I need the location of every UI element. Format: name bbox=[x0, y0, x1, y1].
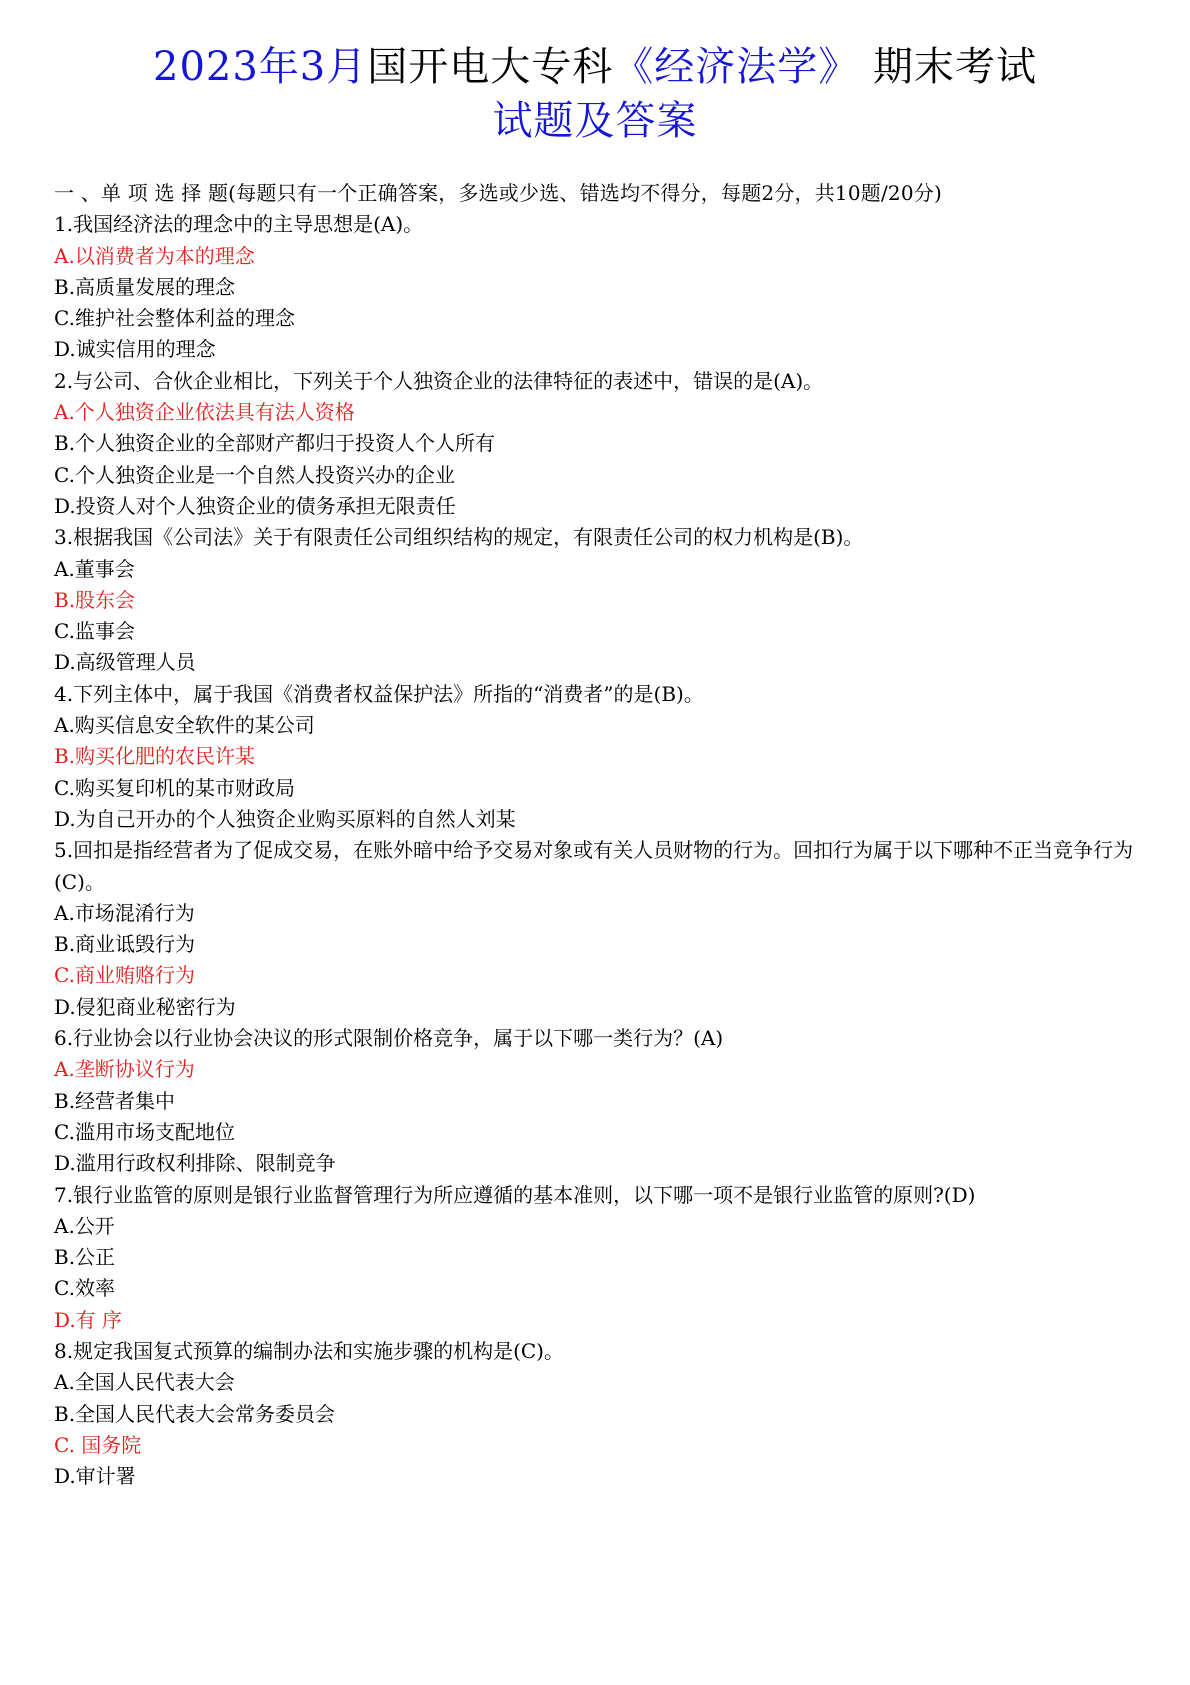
title-date: 2023年3月 bbox=[153, 44, 368, 90]
section-heading: 一 、单 项 选 择 题(每题只有一个正确答案，多选或少选、错选均不得分，每题2分，共10题/20分) bbox=[54, 181, 942, 205]
option: B.经营者集中 bbox=[54, 1088, 176, 1113]
option: B.全国人民代表大会常务委员会 bbox=[54, 1401, 336, 1426]
option-correct: A.个人独资企业依法具有法人资格 bbox=[54, 400, 355, 425]
option: A.公开 bbox=[54, 1213, 115, 1238]
option-correct: C. 国务院 bbox=[54, 1432, 142, 1457]
title-exam: 期末考试 bbox=[872, 44, 1037, 90]
question-stem: 6.行业协会以行业协会决议的形式限制价格竞争，属于以下哪一类行为？(A) bbox=[54, 1026, 724, 1051]
option: C.购买复印机的某市财政局 bbox=[54, 775, 295, 800]
document-title bbox=[0, 40, 1190, 94]
question-stem: 7.银行业监管的原则是银行业监督管理行为所应遵循的基本准则，以下哪一项不是银行业监管的原则?(D) bbox=[54, 1182, 976, 1207]
option: A.购买信息安全软件的某公司 bbox=[54, 713, 315, 738]
option: B.高质量发展的理念 bbox=[54, 274, 236, 299]
option: D.投资人对个人独资企业的债务承担无限责任 bbox=[54, 493, 456, 518]
question-stem: 4.下列主体中，属于我国《消费者权益保护法》所指的“消费者”的是(B)。 bbox=[54, 681, 704, 706]
question-stem: 5.回扣是指经营者为了促成交易，在账外暗中给予交易对象或有关人员财物的行为。回扣行为属于以下哪种不正当竞争行为(C)。 bbox=[54, 838, 1134, 894]
option-correct: B.股东会 bbox=[54, 587, 136, 612]
option: B.公正 bbox=[54, 1245, 116, 1270]
option-correct: D.有 序 bbox=[54, 1307, 123, 1332]
option: A.市场混淆行为 bbox=[54, 900, 195, 925]
title-course: 《经济法学》 bbox=[613, 44, 860, 90]
question-stem: 3.根据我国《公司法》关于有限责任公司组织结构的规定，有限责任公司的权力机构是(B)。 bbox=[54, 525, 864, 550]
option: A.董事会 bbox=[54, 556, 135, 581]
question-stem: 8.规定我国复式预算的编制办法和实施步骤的机构是(C)。 bbox=[54, 1338, 564, 1363]
option: A.全国人民代表大会 bbox=[54, 1370, 235, 1395]
option: D.侵犯商业秘密行为 bbox=[54, 994, 236, 1019]
option: B.商业诋毁行为 bbox=[54, 932, 196, 957]
option: D.滥用行政权利排除、限制竞争 bbox=[54, 1151, 336, 1176]
option-correct: C.商业贿赂行为 bbox=[54, 963, 195, 988]
exam-body bbox=[54, 178, 1144, 1492]
option: C.个人独资企业是一个自然人投资兴办的企业 bbox=[54, 462, 455, 487]
question-stem: 2.与公司、合伙企业相比，下列关于个人独资企业的法律特征的表述中，错误的是(A)。 bbox=[54, 368, 824, 393]
option: B.个人独资企业的全部财产都归于投资人个人所有 bbox=[54, 431, 496, 456]
option: D.诚实信用的理念 bbox=[54, 337, 216, 362]
option-correct: B.购买化肥的农民许某 bbox=[54, 744, 256, 769]
document-subtitle bbox=[0, 94, 1190, 148]
option: C.维护社会整体利益的理念 bbox=[54, 306, 295, 331]
option: C.滥用市场支配地位 bbox=[54, 1119, 235, 1144]
question-stem: 1.我国经济法的理念中的主导思想是(A)。 bbox=[54, 212, 424, 237]
option: D.高级管理人员 bbox=[54, 650, 196, 675]
option-correct: A.以消费者为本的理念 bbox=[54, 243, 255, 268]
option: C.效率 bbox=[54, 1276, 115, 1301]
option: D.审计署 bbox=[54, 1464, 136, 1489]
subtitle-text: 试题及答案 bbox=[492, 98, 698, 144]
option: D.为自己开办的个人独资企业购买原料的自然人刘某 bbox=[54, 806, 516, 831]
title-institution: 国开电大专科 bbox=[367, 44, 614, 90]
option: C.监事会 bbox=[54, 619, 135, 644]
option-correct: A.垄断协议行为 bbox=[54, 1057, 195, 1082]
